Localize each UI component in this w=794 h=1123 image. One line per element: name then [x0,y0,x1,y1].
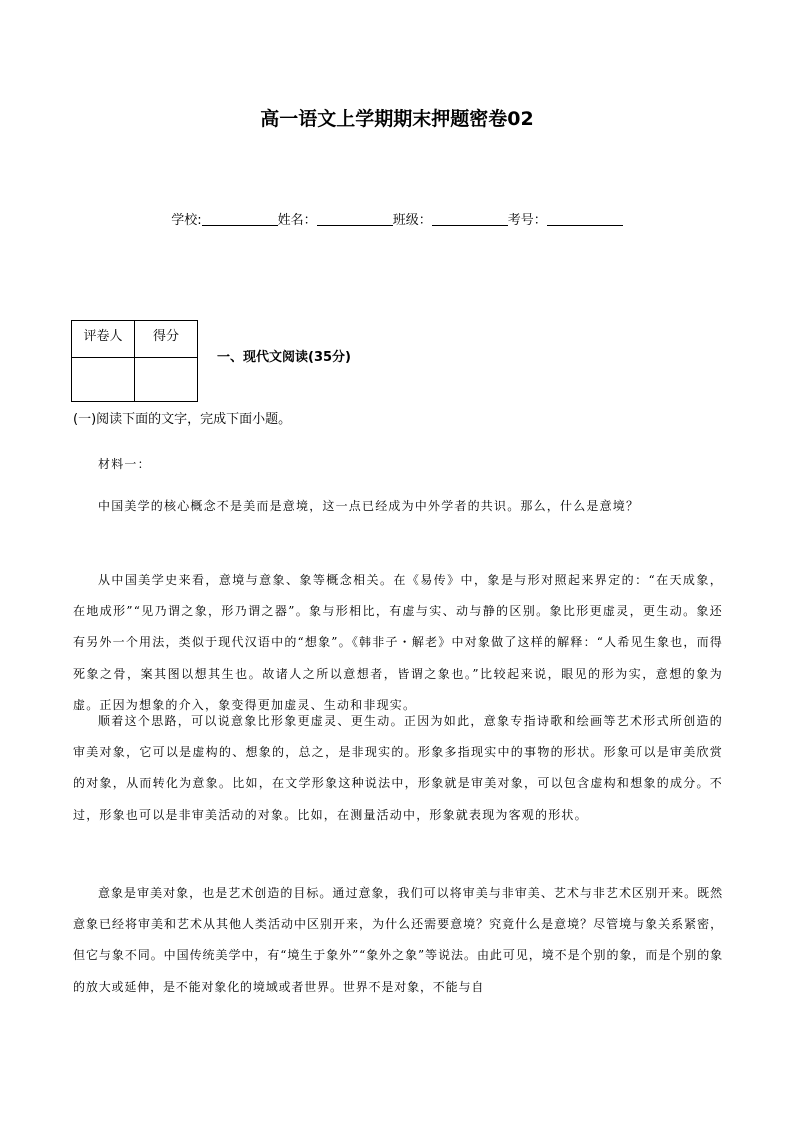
paragraph-3: 顺着这个思路，可以说意象比形象更虚灵、更生动。正因为如此，意象专指诗歌和绘画等艺术形式所创造的审美对象，它可以是虚构的、想象的，总之，是非现实的。形象多指现实中的事物的形状。形象可以是审美欣赏的对象，从而转化为意象。比如，在文学形象这种说法中，形象就是审美对象，可以包含虚构和想象的成分。不过，形象也可以是非审美活动的对象。比如，在测量活动中，形象就表现为客观的形状。 [73,714,723,822]
name-blank[interactable] [317,212,393,226]
grader-header: 评卷人 [72,321,135,358]
grader-cell[interactable] [72,358,135,402]
student-info-line [0,209,794,228]
score-cell[interactable] [135,358,198,402]
name-label: 姓名： [277,213,317,228]
material-label: 材料一： [98,457,151,471]
page-title: 高一语文上学期期末押题密卷02 [260,108,534,130]
class-blank[interactable] [432,212,508,226]
school-blank[interactable] [202,212,278,226]
instruction-text: (一)阅读下面的文字，完成下面小题。 [73,412,292,427]
class-label: 班级： [392,213,432,228]
paragraph-4: 意象是审美对象，也是艺术创造的目标。通过意象，我们可以将审美与非审美、艺术与非艺术区别开来。既然意象已经将审美和艺术从其他人类活动中区别开来，为什么还需要意境？究竟什么是意境？尽管境与象关系紧密，但它与象不同。中国传统美学中，有“境生于象外”“象外之象”等说法。由此可见，境不是个别的象，而是个别的象的放大或延伸，是不能对象化的境域或者世界。世界不是对象，不能与自 [73,886,723,994]
exam-no-blank[interactable] [547,212,623,226]
score-table [71,320,198,402]
paragraph-2: 从中国美学史来看，意境与意象、象等概念相关。在《易传》中，象是与形对照起来界定的：“在天成象，在地成形”“见乃谓之象，形乃谓之器”。象与形相比，有虚与实、动与静的区别。象比形更虚灵，更生动。象还有另外一个用法，类似于现代汉语中的“想象”。《韩非子・解老》中对象做了这样的解释：“人希见生象也，而得死象之骨，案其图以想其生也。故诸人之所以意想者，皆谓之象也。”比较起来说，眼见的形为实，意想的象为虚。正因为想象的介入，象变得更加虚灵、生动和非现实。 [73,573,723,712]
section-heading: 一、现代文阅读(35分) [217,350,351,365]
paragraph-1: 中国美学的核心概念不是美而是意境，这一点已经成为中外学者的共识。那么，什么是意境？ [98,499,640,513]
exam-no-label: 考号： [507,213,547,228]
score-header: 得分 [135,321,198,358]
school-label: 学校: [171,213,202,228]
